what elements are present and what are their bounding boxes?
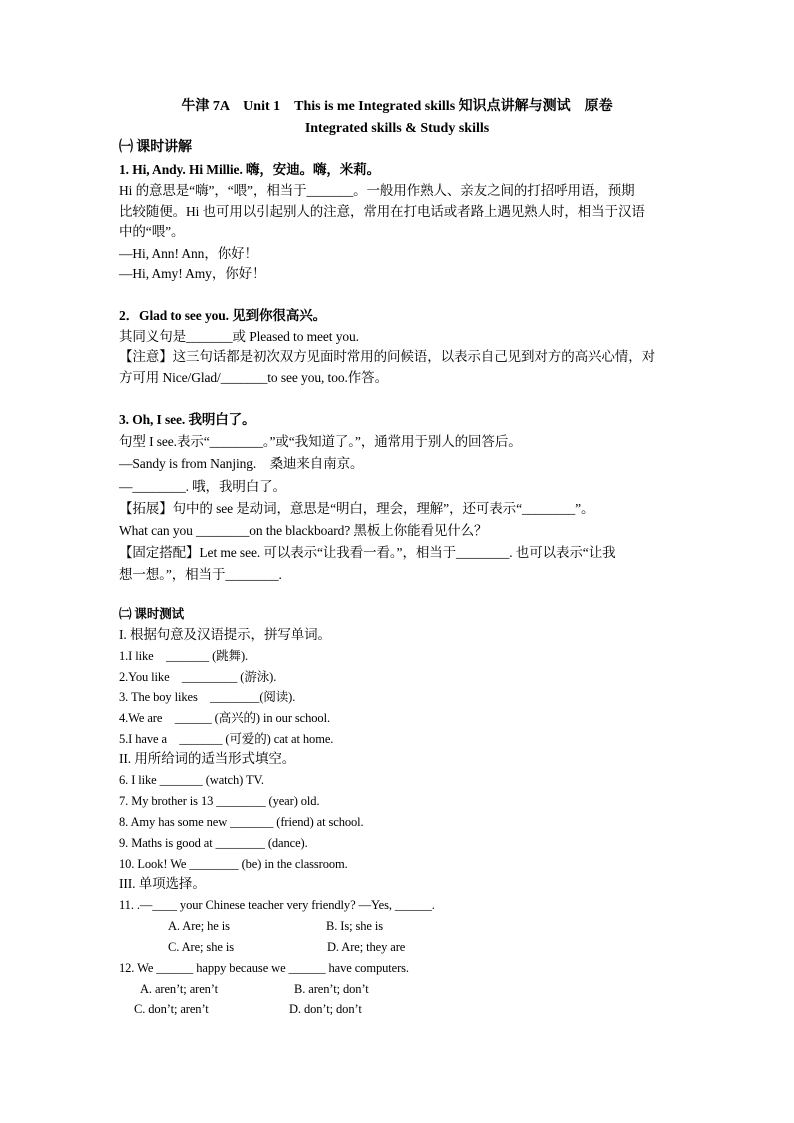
exercise-instruction: II. 用所给词的适当形式填空。 bbox=[119, 751, 296, 766]
exercise-item: 4.We are ______ (高兴的) in our school. bbox=[119, 711, 330, 725]
text-line: 中的“喂”。 bbox=[119, 224, 185, 239]
exercise-item: 10. Look! We ________ (be) in the classroom. bbox=[119, 857, 348, 871]
question-12: 12. We ______ happy because we ______ have computers. bbox=[119, 961, 409, 975]
question-11: 11. .—____ your Chinese teacher very friendly? —Yes, ______. bbox=[119, 898, 435, 912]
section-heading-test: ㈡ 课时测试 bbox=[119, 607, 185, 621]
option-b: B. Is; she is bbox=[326, 919, 384, 933]
exercise-instruction: III. 单项选择。 bbox=[119, 876, 206, 891]
exercise-item: 2.You like _________ (游泳). bbox=[119, 670, 277, 684]
example-line: —________. 哦，我明白了。 bbox=[119, 479, 286, 494]
example-line: —Hi, Amy! Amy，你好！ bbox=[119, 266, 266, 281]
exercise-item: 8. Amy has some new _______ (friend) at school. bbox=[119, 815, 364, 829]
exercise-item: 7. My brother is 13 ________ (year) old. bbox=[119, 794, 320, 808]
exercise-item: 3. The boy likes ________(阅读). bbox=[119, 690, 296, 704]
example-line: —Sandy is from Nanjing. 桑迪来自南京。 bbox=[119, 456, 364, 471]
point-3-heading: 3. Oh, I see. 我明白了。 bbox=[119, 412, 256, 427]
option-d: D. don’t; don’t bbox=[289, 1002, 362, 1016]
example-line: —Hi, Ann! Ann，你好！ bbox=[119, 246, 258, 261]
exercise-item: 5.I have a _______ (可爱的) cat at home. bbox=[119, 732, 334, 746]
text-line: 句型 I see.表示“________。”或“我知道了。”，通常用于别人的回答后。 bbox=[119, 434, 522, 449]
option-d: D. Are; they are bbox=[327, 940, 406, 954]
option-c: C. Are; she is bbox=[168, 940, 234, 954]
point-1-heading: 1. Hi, Andy. Hi Millie. 嗨，安迪。嗨，米莉。 bbox=[119, 162, 380, 177]
phrase-line: 【固定搭配】Let me see. 可以表示“让我看一看。”，相当于________. 也可以表示“让我 bbox=[119, 545, 616, 560]
option-a: A. Are; he is bbox=[168, 919, 230, 933]
option-b: B. aren’t; don’t bbox=[294, 982, 369, 996]
text-line: Hi 的意思是“嗨”，“喂”，相当于_______。一般用作熟人、亲友之间的打招呼用语，预期 bbox=[119, 183, 635, 198]
extension-line: 【拓展】句中的 see 是动词，意思是“明白，理会，理解”，还可表示“________”。 bbox=[119, 501, 595, 516]
point-2-heading: 2．Glad to see you. 见到你很高兴。 bbox=[119, 308, 327, 323]
example-line: What can you ________on the blackboard? 黑板上你能看见什么？ bbox=[119, 523, 488, 538]
exercise-item: 9. Maths is good at ________ (dance). bbox=[119, 836, 308, 850]
section-heading-lecture: ㈠ 课时讲解 bbox=[119, 140, 192, 155]
exercise-item: 1.I like _______ (跳舞). bbox=[119, 649, 249, 663]
exercise-item: 6. I like _______ (watch) TV. bbox=[119, 773, 264, 787]
document-title: 牛津 7A Unit 1 This is me Integrated skills 知识点讲解与测试 原卷 bbox=[181, 99, 613, 114]
document-subtitle: Integrated skills & Study skills bbox=[304, 121, 490, 136]
note-line: 方可用 Nice/Glad/_______to see you, too.作答。 bbox=[119, 370, 388, 385]
note-line: 【注意】这三句话都是初次双方见面时常用的问候语，以表示自己见到对方的高兴心情，对 bbox=[119, 349, 655, 364]
exercise-instruction: I. 根据句意及汉语提示，拼写单词。 bbox=[119, 627, 331, 642]
option-c: C. don’t; aren’t bbox=[134, 1002, 209, 1016]
text-line: 比较随便。Hi 也可用以引起别人的注意，常用在打电话或者路上遇见熟人时，相当于汉语 bbox=[119, 204, 645, 219]
phrase-line: 想一想。”，相当于________. bbox=[119, 567, 282, 582]
option-a: A. aren’t; aren’t bbox=[140, 982, 219, 996]
text-line: 其同义句是_______或 Pleased to meet you. bbox=[119, 329, 359, 344]
